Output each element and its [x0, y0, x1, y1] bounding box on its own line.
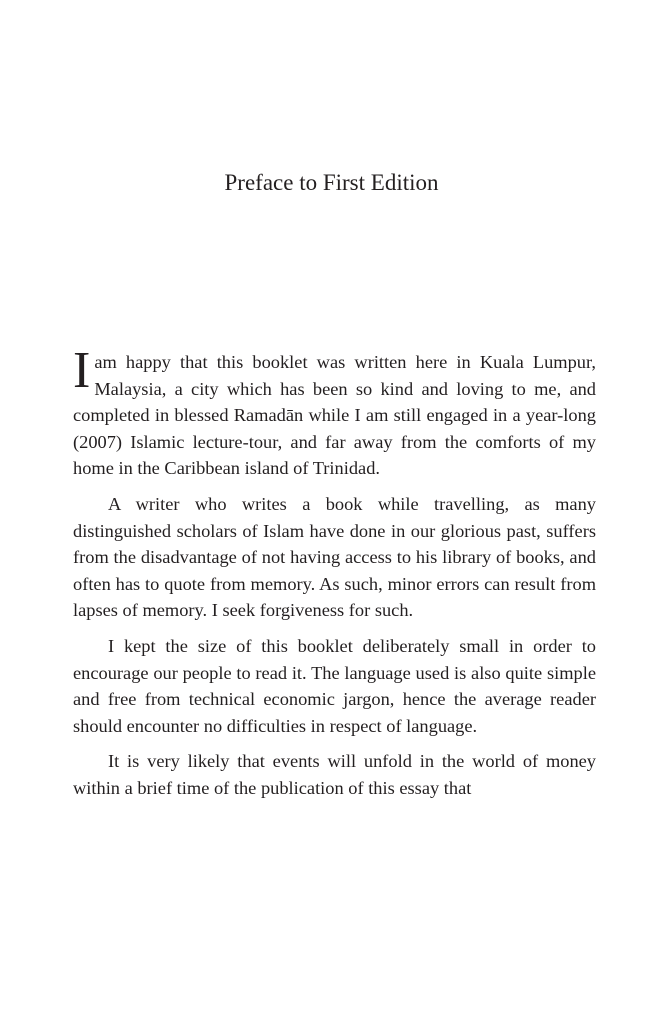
preface-body: [73, 342, 596, 811]
paragraph-3: I kept the size of this booklet deliberately small in order to encourage our people to read it. The language used is also quite simple and free from technical economic jargon, hence the average reader should encounter no difficulties in respect of language.: [73, 635, 596, 736]
paragraph-4: It is very likely that events will unfold in the world of money within a brief time of the publication of this essay that: [73, 751, 596, 798]
drop-cap: I: [73, 342, 91, 399]
paragraph-1: [73, 342, 596, 482]
paragraph-2: A writer who writes a book while travelling, as many distinguished scholars of Islam have done in our glorious past, suffers from the disadvantage of not having access to his library of books, and often has to quote from memory. As such, minor errors can result from lapses of memory. I seek forgiveness for such.: [73, 493, 596, 621]
page-title: Preface to First Edition: [224, 170, 439, 195]
paragraph-1-text: am happy that this booklet was written here in Kuala Lumpur, Malaysia, a city which has been so kind and loving to me, and completed in blessed Ramadān while I am still engaged in a year-long (2007) Islamic lecture-tour, and far away from the comforts of my home in the Caribbean island of Trinidad.: [73, 352, 596, 479]
